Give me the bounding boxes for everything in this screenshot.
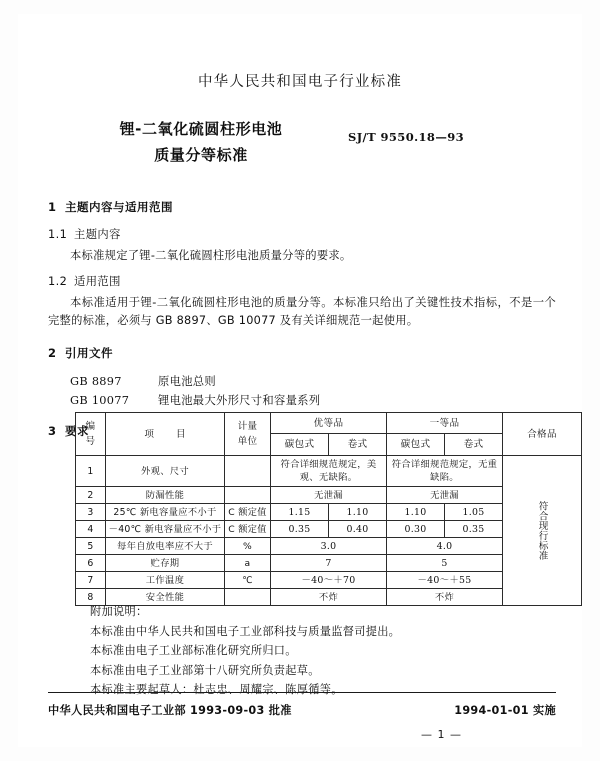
row-number: 1 — [76, 456, 106, 487]
section-1-1-title: 主题内容 — [74, 228, 121, 241]
reference-item — [48, 372, 556, 391]
section-1-number: 1 — [48, 200, 57, 214]
document-title-line2: 质量分等标准 — [154, 146, 248, 164]
table-row — [76, 456, 582, 487]
row-first-roll: 0.35 — [445, 521, 503, 538]
section-2-title: 引用文件 — [65, 345, 113, 360]
header-number-l1: 编 — [85, 421, 96, 432]
section-1-2-title: 适用范围 — [74, 274, 121, 288]
row-unit — [225, 456, 271, 487]
row-unit: C 额定值 — [225, 504, 271, 521]
header-unit — [225, 413, 271, 456]
row-item: 防漏性能 — [106, 487, 225, 504]
standard-number: SJ/T 9550.18—93 — [348, 130, 465, 144]
notes-line: 本标准由电子工业部第十八研究所负责起草。 — [90, 663, 320, 677]
masthead — [18, 70, 582, 91]
header-grade-first: 一等品 — [387, 413, 503, 434]
notes-heading: 附加说明： — [90, 605, 148, 618]
row-unit: C 额定值 — [225, 521, 271, 538]
header-item-label: 项目 — [144, 428, 208, 440]
specification-table — [75, 412, 582, 606]
header-first-roll: 卷式 — [445, 434, 503, 456]
section-1-1-number: 1.1 — [48, 228, 68, 241]
row-excellent-value: －40～＋70 — [271, 572, 387, 589]
row-excellent-carbon: 1.15 — [271, 504, 329, 521]
approval-statement: 中华人民共和国电子工业部 1993-09-03 批准 — [48, 704, 292, 717]
row-number: 7 — [76, 572, 106, 589]
row-first-value: －40～＋55 — [387, 572, 503, 589]
footer-divider — [48, 692, 556, 693]
row-first-roll: 1.05 — [445, 504, 503, 521]
section-3-number: 3 — [48, 423, 57, 438]
row-first-value: 符合详细规范规定，无重缺陷。 — [387, 456, 503, 487]
specification-table-container — [75, 412, 557, 606]
row-item: 贮存期 — [106, 555, 225, 572]
reference-list — [48, 372, 556, 410]
reference-name: 原电池总则 — [158, 374, 216, 388]
notes-line: 本标准主要起草人：杜志忠、周耀宗、陈厚循等。 — [90, 683, 343, 696]
header-unit-l1: 计量 — [237, 421, 258, 432]
section-1-2-number: 1.2 — [48, 274, 68, 288]
section-1-heading — [48, 199, 556, 215]
row-item: 25℃ 新电容量应不小于 — [106, 504, 225, 521]
header-grade-excellent: 优等品 — [271, 413, 387, 434]
header-excellent-roll: 卷式 — [329, 434, 387, 456]
notes-line: 本标准由电子工业部标准化研究所归口。 — [90, 644, 297, 657]
row-excellent-roll: 0.40 — [329, 521, 387, 538]
section-1-title: 主题内容与适用范围 — [65, 200, 173, 214]
document-title-line1: 锂-二氧化硫圆柱形电池 — [119, 120, 283, 138]
row-number: 5 — [76, 538, 106, 555]
row-first-value: 5 — [387, 555, 503, 572]
reference-item — [48, 391, 556, 410]
row-excellent-value: 无泄漏 — [271, 487, 387, 504]
row-excellent-value: 符合详细规范规定，美观、无缺陷。 — [271, 456, 387, 487]
document-sheet — [18, 14, 582, 747]
section-3-title: 要求 — [65, 423, 89, 438]
header-grade-pass: 合格品 — [503, 413, 582, 456]
row-number: 2 — [76, 487, 106, 504]
header-number-l2: 号 — [85, 436, 96, 447]
row-unit: % — [225, 538, 271, 555]
row-item: 安全性能 — [106, 589, 225, 606]
row-excellent-value: 不炸 — [271, 589, 387, 606]
section-2-number: 2 — [48, 345, 57, 360]
row-unit — [225, 487, 271, 504]
section-1-1-heading — [48, 226, 556, 242]
header-unit-l2: 单位 — [237, 436, 258, 447]
table-header-row-1 — [76, 413, 582, 434]
title-block — [18, 116, 582, 172]
header-first-carbon: 碳包式 — [387, 434, 445, 456]
row-excellent-value: 3.0 — [271, 538, 387, 555]
page-number: — 1 — — [421, 728, 462, 741]
document-title — [76, 116, 326, 168]
notes-line: 本标准由中华人民共和国电子工业部科技与质量监督司提出。 — [90, 624, 401, 638]
reference-code: GB 10077 — [70, 393, 130, 407]
issuer-line: 中华人民共和国电子行业标准 — [197, 74, 403, 90]
section-1-2-paragraph: 本标准适用于锂-二氧化硫圆柱形电池的质量分等。本标准只给出了关键性技术指标，不是一个完整的标准，必须与 GB 8897、GB 10077 及有关详细规范一起使用。 — [48, 295, 556, 327]
row-item: －40℃ 新电容量应不小于 — [106, 521, 225, 538]
header-excellent-carbon: 碳包式 — [271, 434, 329, 456]
row-number: 8 — [76, 589, 106, 606]
additional-notes — [90, 602, 530, 700]
reference-code: GB 8897 — [70, 374, 122, 388]
row-first-value: 4.0 — [387, 538, 503, 555]
reference-name: 锂电池最大外形尺寸和容量系列 — [158, 393, 321, 407]
row-first-value: 不炸 — [387, 589, 503, 606]
row-number: 4 — [76, 521, 106, 538]
row-item: 外观、尺寸 — [106, 456, 225, 487]
row-number: 6 — [76, 555, 106, 572]
row-unit: ℃ — [225, 572, 271, 589]
section-1-2-heading — [48, 273, 556, 289]
row-first-carbon: 1.10 — [387, 504, 445, 521]
row-number: 3 — [76, 504, 106, 521]
row-item: 每年自放电率应不大于 — [106, 538, 225, 555]
header-number — [76, 413, 106, 456]
row-pass-value: 符合现行标准 — [503, 456, 582, 606]
row-excellent-carbon: 0.35 — [271, 521, 329, 538]
section-2-heading — [48, 345, 556, 361]
row-item: 工作温度 — [106, 572, 225, 589]
row-first-carbon: 0.30 — [387, 521, 445, 538]
row-unit: a — [225, 555, 271, 572]
row-first-value: 无泄漏 — [387, 487, 503, 504]
section-1-1-paragraph: 本标准规定了锂-二氧化硫圆柱形电池质量分等的要求。 — [70, 249, 352, 262]
row-excellent-roll: 1.10 — [329, 504, 387, 521]
implementation-date: 1994-01-01 实施 — [454, 704, 556, 717]
page-footer — [48, 702, 556, 722]
header-item — [106, 413, 225, 456]
row-excellent-value: 7 — [271, 555, 387, 572]
